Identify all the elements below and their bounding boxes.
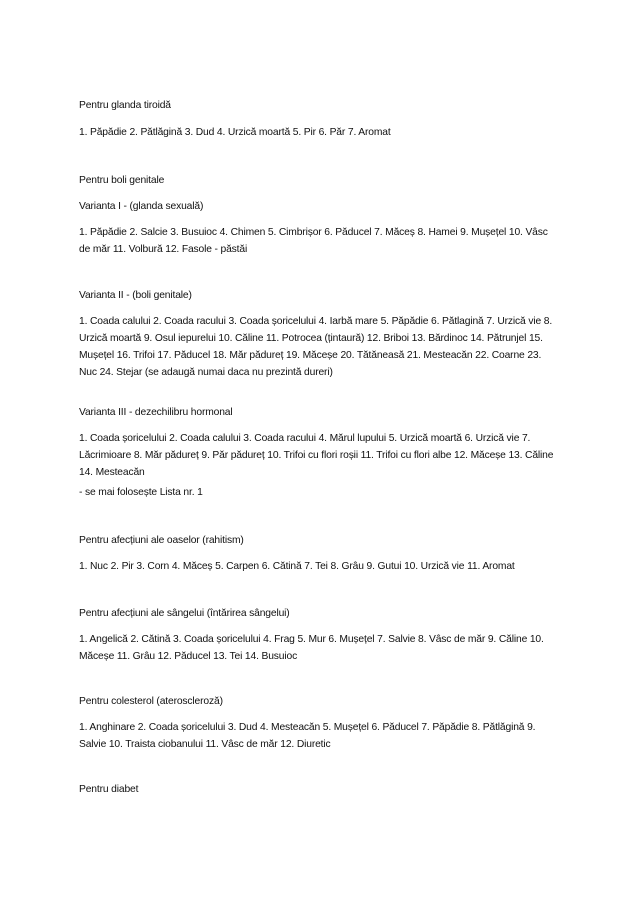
heading-sange: Pentru afecțiuni ale sângelui (întărirea sângelui) [79, 608, 290, 619]
note-lista-1: - se mai folosește Lista nr. 1 [79, 487, 203, 498]
heading-colesterol: Pentru colesterol (ateroscleroză) [79, 696, 223, 707]
heading-varianta-1: Varianta I - (glanda sexuală) [79, 201, 204, 212]
list-tiroida: 1. Păpădie 2. Pătlăgină 3. Dud 4. Urzică moartă 5. Pir 6. Păr 7. Aromat [79, 127, 391, 138]
heading-tiroida: Pentru glanda tiroidă [79, 100, 171, 111]
list-varianta-2: 1. Coada calului 2. Coada racului 3. Coada șoricelului 4. Iarbă mare 5. Păpădie 6. Pătlagină 7. Urzică vie 8. Urzică moartă 9. Osul iepurelui 10. Căline 11. Potrocea (țintaură) 12. Briboi 13. Bărdinoc 14. Pătrunjel 15. Mușețel 16. Trifoi 17. Păducel 18. Măr pădureț 19. Măceșe 20. Tătăneasă 21. Mesteacăn 22. Coarne 23. Nuc 24. Stejar (se adaugă numai daca nu prezintă dureri) [79, 316, 553, 378]
list-colesterol: 1. Anghinare 2. Coada șoricelului 3. Dud 4. Mesteacăn 5. Mușețel 6. Păducel 7. Păpădie 8. Pătlăgină 9. Salvie 10. Traista ciobanului 11. Vâsc de măr 12. Diuretic [79, 722, 536, 750]
heading-boli-genitale: Pentru boli genitale [79, 175, 165, 186]
list-sange: 1. Angelică 2. Cătină 3. Coada șoricelului 4. Frag 5. Mur 6. Mușețel 7. Salvie 8. Vâsc de măr 9. Căline 10. Măceșe 11. Grâu 12. Păducel 13. Tei 14. Busuioc [79, 634, 544, 662]
heading-diabet: Pentru diabet [79, 784, 139, 795]
list-varianta-3: 1. Coada șoricelului 2. Coada calului 3. Coada racului 4. Mărul lupului 5. Urzică moartă 6. Urzică vie 7. Lăcrimioare 8. Măr pădureț 9. Păr pădureț 10. Trifoi cu flori roșii 11. Trifoi cu flori albe 12. Măceșe 13. Căline 14. Mesteacăn [79, 433, 554, 478]
heading-varianta-2: Varianta II - (boli genitale) [79, 290, 192, 301]
heading-oase: Pentru afecțiuni ale oaselor (rahitism) [79, 535, 244, 546]
list-varianta-1: 1. Păpădie 2. Salcie 3. Busuioc 4. Chimen 5. Cimbrișor 6. Păducel 7. Măceș 8. Hamei 9. Mușețel 10. Vâsc de măr 11. Volbură 12. Fasole - păstăi [79, 227, 548, 255]
list-oase: 1. Nuc 2. Pir 3. Corn 4. Măceș 5. Carpen 6. Cătină 7. Tei 8. Grâu 9. Gutui 10. Urzică vie 11. Aromat [79, 561, 515, 572]
heading-varianta-3: Varianta III - dezechilibru hormonal [79, 407, 233, 418]
